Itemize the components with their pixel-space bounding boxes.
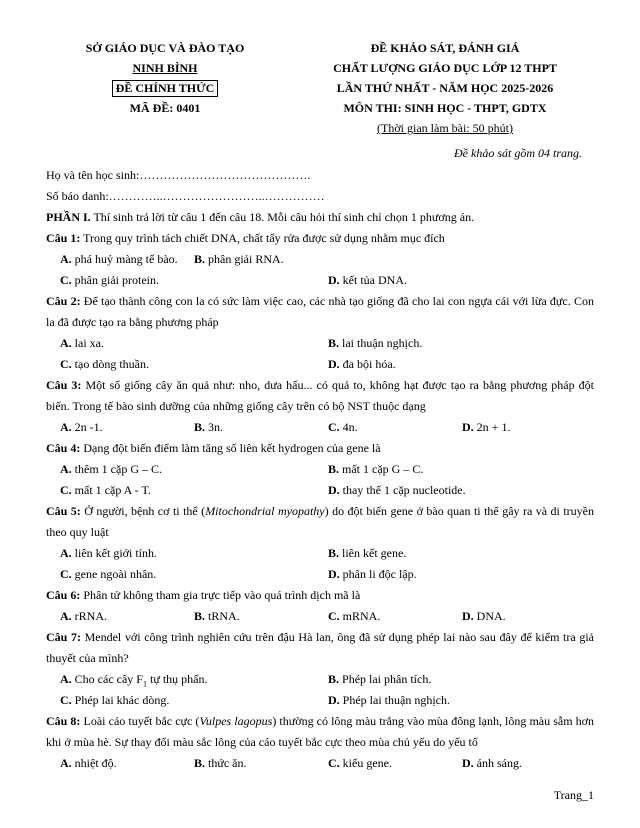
option-c: C. Phép lai khác dòng.: [60, 693, 170, 707]
exam-duration: (Thời gian làm bài: 50 phút): [377, 121, 513, 135]
option-b: B. phân giải RNA.: [194, 252, 284, 266]
species-name: Mitochondrial myopathy: [205, 504, 325, 518]
option-d: D. kết tủa DNA.: [328, 273, 407, 287]
question-2: [46, 291, 594, 333]
question-text: Dạng đột biến điểm làm tăng số liên kết hydrogen của gene là: [80, 441, 381, 455]
header-left: [60, 38, 270, 118]
exam-title-1: ĐỀ KHẢO SÁT, ĐÁNH GIÁ: [370, 41, 520, 55]
options-q1: [46, 249, 594, 270]
option-b: B. tRNA.: [194, 609, 240, 623]
student-id-line: Số báo danh:…………..……………………..……………: [46, 189, 325, 203]
part-text: Thí sinh trả lời từ câu 1 đến câu 18. Mỗi câu hỏi thí sinh chỉ chọn 1 phương án.: [90, 210, 475, 224]
question-6: [46, 585, 594, 606]
option-b: B. Phép lai phân tích.: [328, 672, 432, 686]
option-a: A. phá huỷ màng tế bào.: [60, 252, 178, 266]
province-name: NINH BÌNH: [132, 61, 198, 75]
option-c: C. phân giải protein.: [60, 273, 159, 287]
option-d: D. thay thế 1 cặp nucleotide.: [328, 483, 466, 497]
question-label: Câu 6:: [46, 588, 81, 602]
question-7: [46, 627, 594, 669]
option-a: A. thêm 1 cặp G – C.: [60, 462, 162, 476]
page-count-note: Đề khảo sát gồm 04 trang.: [454, 146, 582, 160]
option-c: C. mất 1 cặp A - T.: [60, 483, 151, 497]
question-label: Câu 1:: [46, 231, 81, 245]
options-q5-row2: [46, 564, 594, 585]
question-text: Để tạo thành công con la có sức làm việc cao, các nhà tạo giống đã cho lai con ngựa cái với lừa đực. Con la đã được tạo ra bằng phương pháp: [46, 294, 594, 329]
option-a: A. nhiệt độ.: [60, 756, 117, 770]
exam-title-2: CHẤT LƯỢNG GIÁO DỤC LỚP 12 THPT: [333, 61, 557, 75]
question-4: [46, 438, 594, 459]
options-q1-row2: [46, 270, 594, 291]
question-label: Câu 5:: [46, 504, 81, 518]
options-q7-row2: [46, 690, 594, 711]
options-q4-row2: [46, 480, 594, 501]
question-1: [46, 228, 594, 249]
question-3: [46, 375, 594, 417]
option-a: A. rRNA.: [60, 609, 108, 623]
question-label: Câu 3:: [46, 378, 82, 392]
option-a: A. Cho các cây $F_1$ tự thụ phấn.: [60, 672, 208, 689]
options-q8: [46, 753, 594, 774]
question-text: Mendel với công trình nghiên cứu trên đậu Hà lan, ông đã sử dụng phép lai nào sau đây để kiểm tra giả thuyết của mình?: [46, 630, 594, 665]
option-a: A. liên kết giới tính.: [60, 546, 158, 560]
option-b: B. liên kết gene.: [328, 546, 407, 560]
options-q2-row2: [46, 354, 594, 375]
options-q6: [46, 606, 594, 627]
option-b: B. mất 1 cặp G – C.: [328, 462, 424, 476]
question-text: Phân tử không tham gia trực tiếp vào quá trình dịch mã là: [80, 588, 361, 602]
species-name: Vulpes lagopus: [199, 714, 273, 728]
option-d: D. Phép lai thuận nghịch.: [328, 693, 450, 707]
option-d: D. DNA.: [462, 609, 506, 623]
options-q3: [46, 417, 594, 438]
option-b: B. 3n.: [194, 420, 224, 434]
option-a: A. 2n -1.: [60, 420, 103, 434]
part-instruction: [46, 207, 594, 228]
department-name: SỞ GIÁO DỤC VÀ ĐÀO TẠO: [85, 41, 245, 55]
option-c: C. mRNA.: [328, 609, 381, 623]
option-b: B. lai thuận nghịch.: [328, 336, 423, 350]
question-label: Câu 7:: [46, 630, 81, 644]
option-d: D. đa bội hóa.: [328, 357, 396, 371]
question-text: Trong quy trình tách chiết DNA, chất tẩy rửa được sử dụng nhằm mục đích: [80, 231, 445, 245]
option-a: A. lai xa.: [60, 336, 104, 350]
options-q2: [46, 333, 594, 354]
question-8: Câu 8: Loài cáo tuyết bắc cực (Vulpes lagopus) thường có lông màu trắng vào mùa đông lạnh, lông màu sẫm hơn khi ở mùa hè. Sự thay đổi màu sắc lông của cáo tuyết bắc cực theo mùa chủ yếu do yếu tố: [46, 714, 594, 749]
question-label: Câu 2:: [46, 294, 81, 308]
exam-code: MÃ ĐỀ: 0401: [129, 101, 201, 115]
options-q5: [46, 543, 594, 564]
option-b: B. thức ăn.: [194, 756, 247, 770]
option-d: D. phân li độc lập.: [328, 567, 417, 581]
options-q7: [46, 669, 594, 690]
question-label: Câu 8:: [46, 714, 81, 728]
page-number: Trang_1: [553, 788, 594, 802]
exam-round: LẦN THỨ NHẤT - NĂM HỌC 2025-2026: [336, 81, 554, 95]
question-text: Một số giống cây ăn quả như: nho, dưa hấu... có quả to, không hạt được tạo ra bằng phương pháp đột biến. Trong tế bào sinh dưỡng của những giống cây trên có bộ NST thuộc dạng: [46, 378, 594, 413]
official-label: ĐỀ CHÍNH THỨC: [112, 80, 219, 97]
question-5: Câu 5: Ở người, bệnh cơ ti thể (Mitochondrial myopathy) do đột biến gene ở bào quan ti thể gây ra và di truyền theo quy luật: [46, 504, 595, 539]
exam-subject: MÔN THI: SINH HỌC - THPT, GDTX: [343, 101, 547, 115]
option-d: D. 2n + 1.: [462, 420, 511, 434]
option-c: C. gene ngoài nhân.: [60, 567, 157, 581]
question-label: Câu 4:: [46, 441, 81, 455]
option-c: C. kiểu gene.: [328, 756, 392, 770]
option-d: D. ánh sáng.: [462, 756, 522, 770]
part-label: PHẦN I.: [46, 210, 91, 224]
option-c: C. 4n.: [328, 420, 358, 434]
student-name-line: Họ và tên học sinh:…………………………………….: [46, 168, 311, 182]
option-c: C. tạo dòng thuần.: [60, 357, 149, 371]
header-right: [290, 38, 600, 138]
options-q4: [46, 459, 594, 480]
exam-body: [46, 165, 594, 774]
